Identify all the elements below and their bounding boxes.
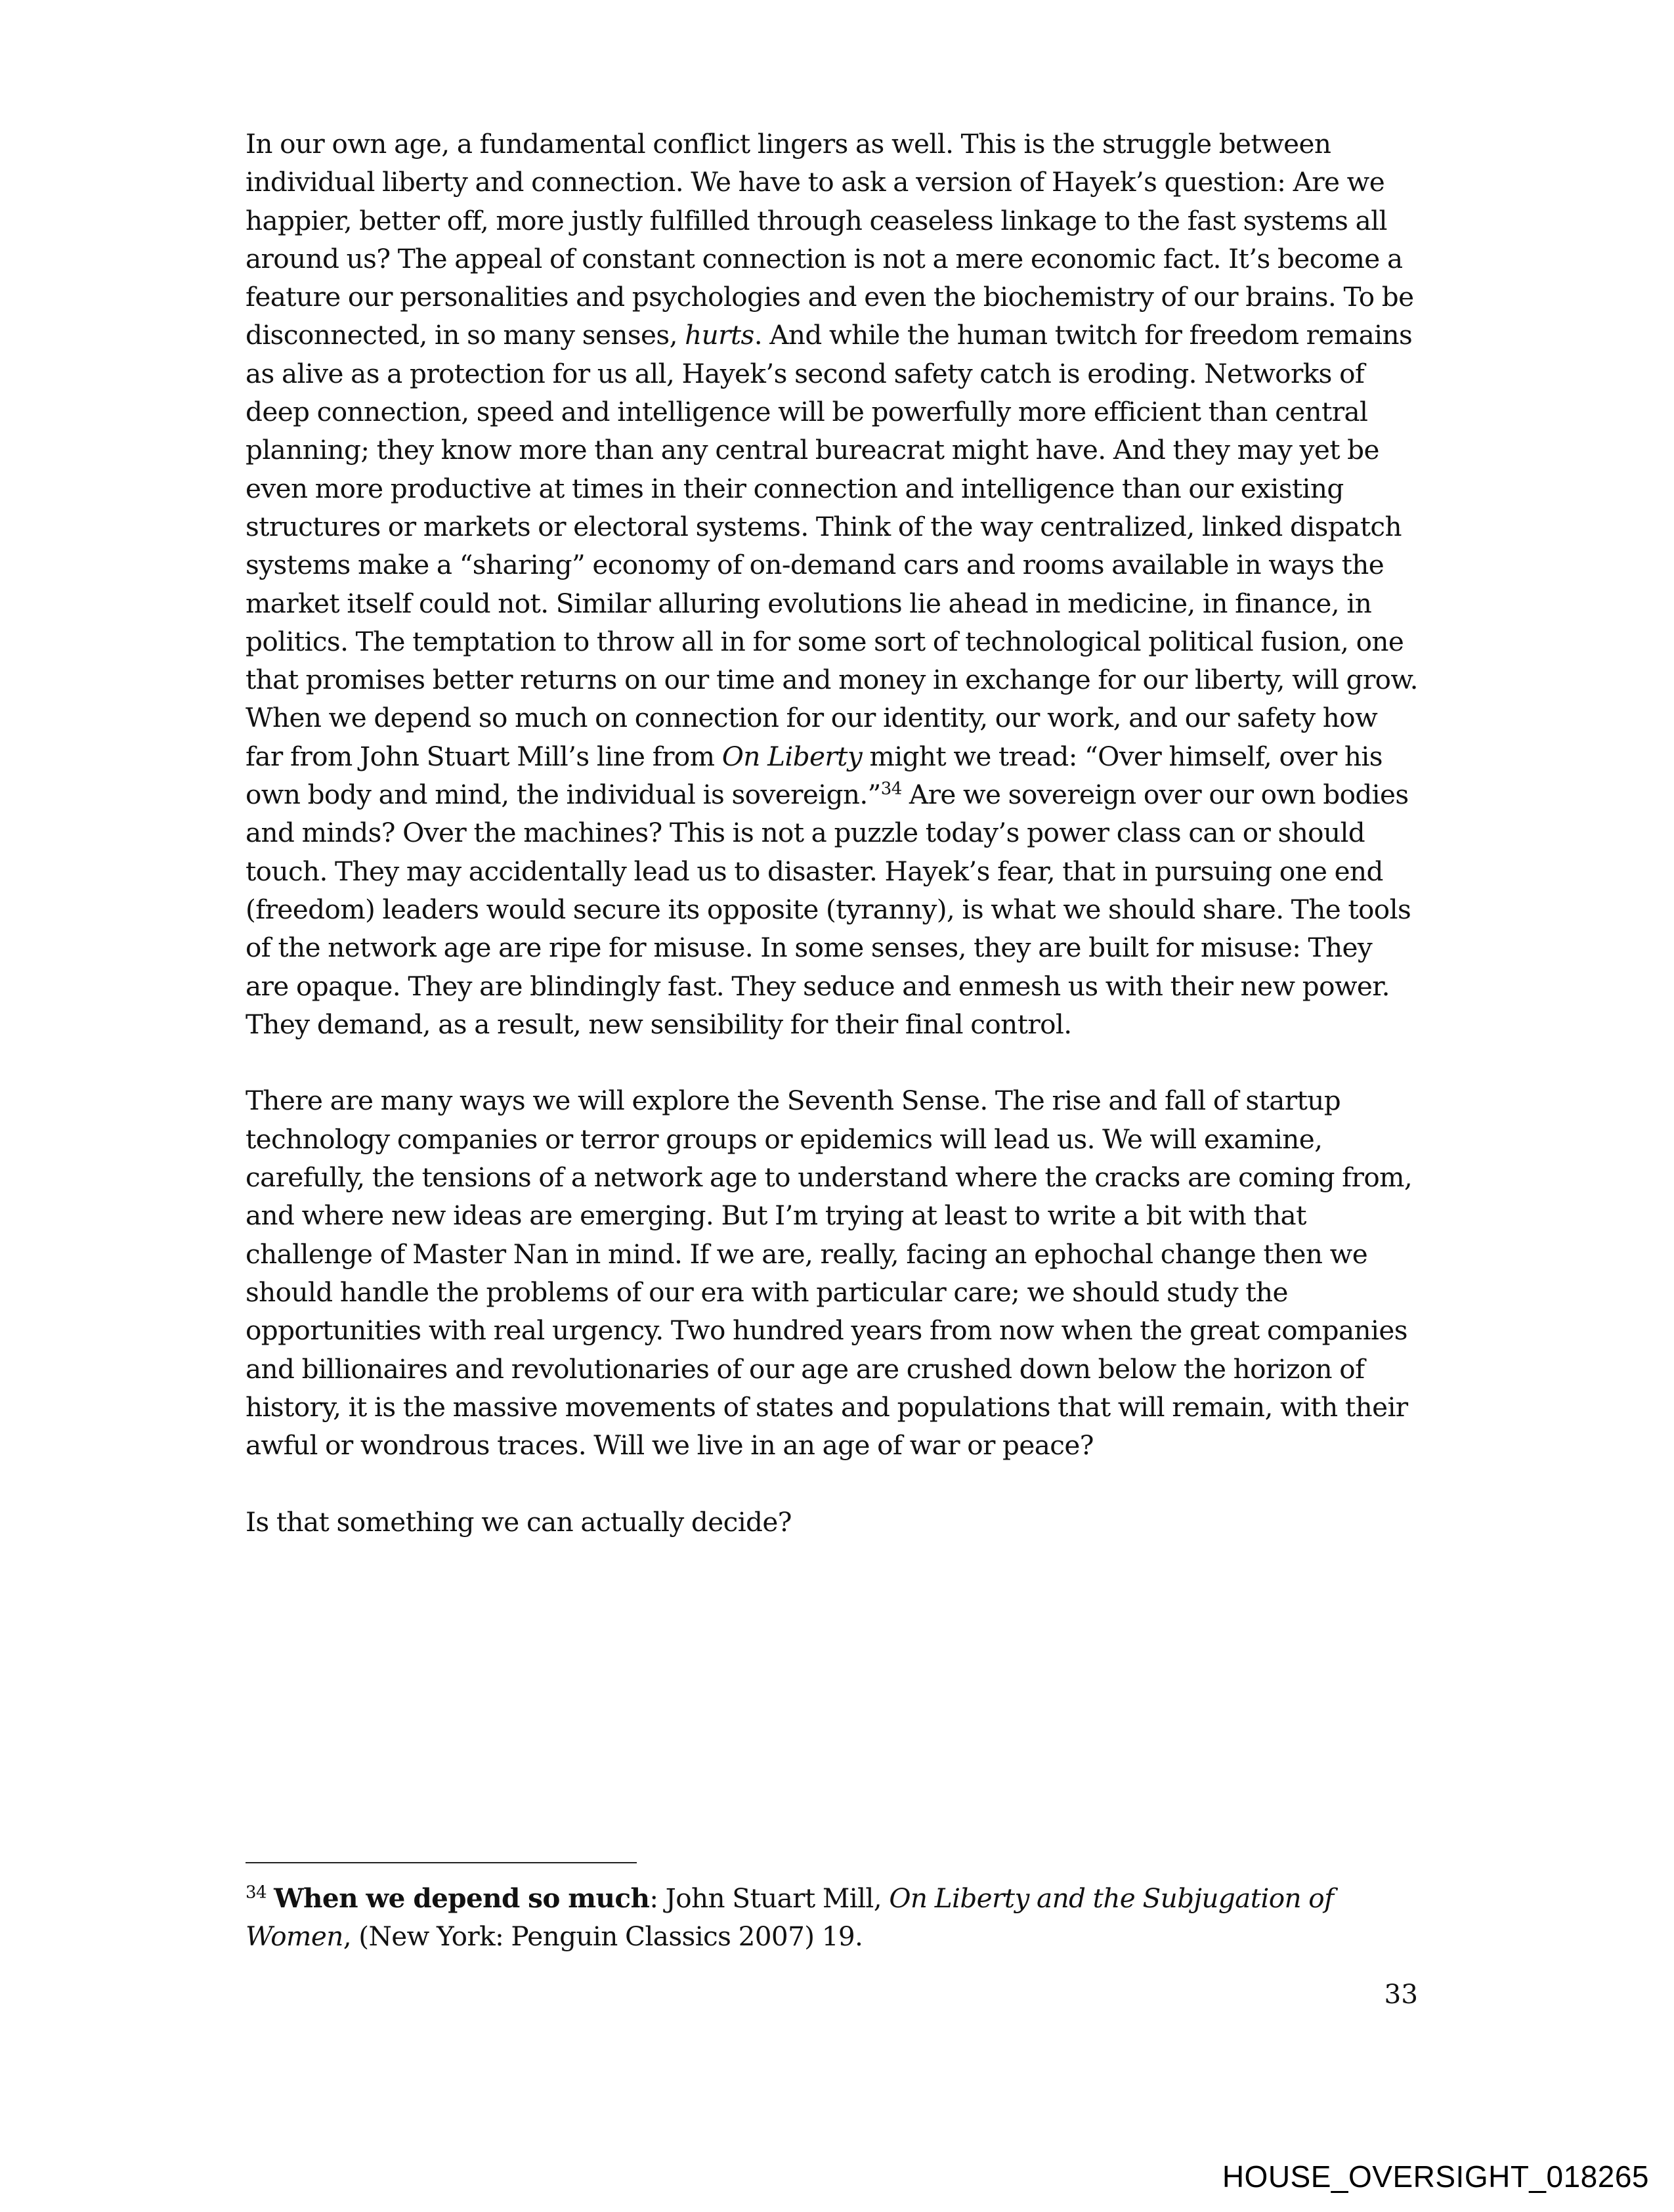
italic-hurts: hurts [685, 319, 754, 351]
footnote-author: John Stuart Mill, [658, 1882, 890, 1914]
footnote-lead: When we depend so much [274, 1882, 650, 1914]
footnote-colon: : [649, 1882, 658, 1914]
footnote-reference: 34 [880, 779, 902, 799]
paragraph-1 [246, 125, 1421, 1043]
paragraph-1-text-e: might we tread: “Over himself, over his own body and mind, the individual is sovereign.” [246, 740, 1383, 811]
footnote-rest: , (New York: Penguin Classics 2007) 19. [343, 1920, 863, 1952]
bates-number: HOUSE_OVERSIGHT_018265 [1222, 2159, 1649, 2194]
footnote-number: 34 [246, 1882, 267, 1903]
italic-on-liberty: On Liberty [721, 740, 863, 772]
paragraph-2: There are many ways we will explore the Seventh Sense. The rise and fall of startup technology companies or terror groups or epidemics will lead us. We will examine, carefully, the tensions of a network age to understand where the cracks are coming from, and where new ideas are emerging. But I’m trying at least to write a bit with that challenge of Master Nan in mind. If we are, really, facing an ephochal change then we should handle the problems of our era with particular care; we should study the opportunities with real urgency. Two hundred years from now when the great companies and billionaires and revolutionaries of our age are crushed down below the horizon of history, it is the massive movements of states and populations that will remain, with their awful or wondrous traces. Will we live in an age of war or peace? [246, 1085, 1413, 1462]
body-text [246, 125, 1421, 1579]
paragraph-1-text-f: Are we sovereign over our own bodies and minds? Over the machines? This is not a puzzle today’s power class can or should touch. They may accidentally lead us to disaster. Hayek’s fear, that in pursuing one end (freedom) leaders would secure its opposite (tyranny), is what we should share. The tools of the network age are ripe for misuse. In some senses, they are built for misuse: They are opaque. They are blindingly fast. They seduce and enmesh us with their new power. They demand, as a result, new sensibility for their final control. [246, 779, 1411, 1040]
footnote-divider [246, 1862, 637, 1863]
paragraph-1-text-c: . And while the human twitch for freedom remains as alive as a protection for us all, Hayek’s second safety catch is eroding. Networks of deep connection, speed and intelligence will be powerfully more efficient than central planning; they know more than any central bureacrat might have. And they may yet be even more productive at times in their connection and intelligence than our existing structures or markets or electoral systems. Think of the way centralized, linked dispatch systems make a “sharing” economy of on-demand cars and rooms available in ways the market itself could not. Similar alluring evolutions lie ahead in medicine, in finance, in politics. The temptation to throw all in for some sort of technological political fusion, one that promises better returns on our time and money in exchange for our liberty, will grow. When we depend so much on connection for our identity, our work, and our safety how far from John Stuart Mill’s line from [246, 319, 1418, 772]
page-number: 33 [1384, 1978, 1418, 2010]
footnote-title: On Liberty and the Subjugation of Women [246, 1882, 1334, 1952]
paragraph-3: Is that something we can actually decide? [246, 1506, 792, 1538]
footnote [246, 1879, 1421, 1955]
paragraph-1-text-a: In our own age, a fundamental conflict lingers as well. This is the struggle between individual liberty and connection. We have to ask a version of Hayek’s question: Are we happier, better off, more justly fulfilled through ceaseless linkage to the fast systems all around us? The appeal of constant connection is not a mere economic fact. It’s become a feature our personalities and psychologies and even the biochemistry of our brains. To be disconnected, in so many senses, [246, 128, 1414, 351]
